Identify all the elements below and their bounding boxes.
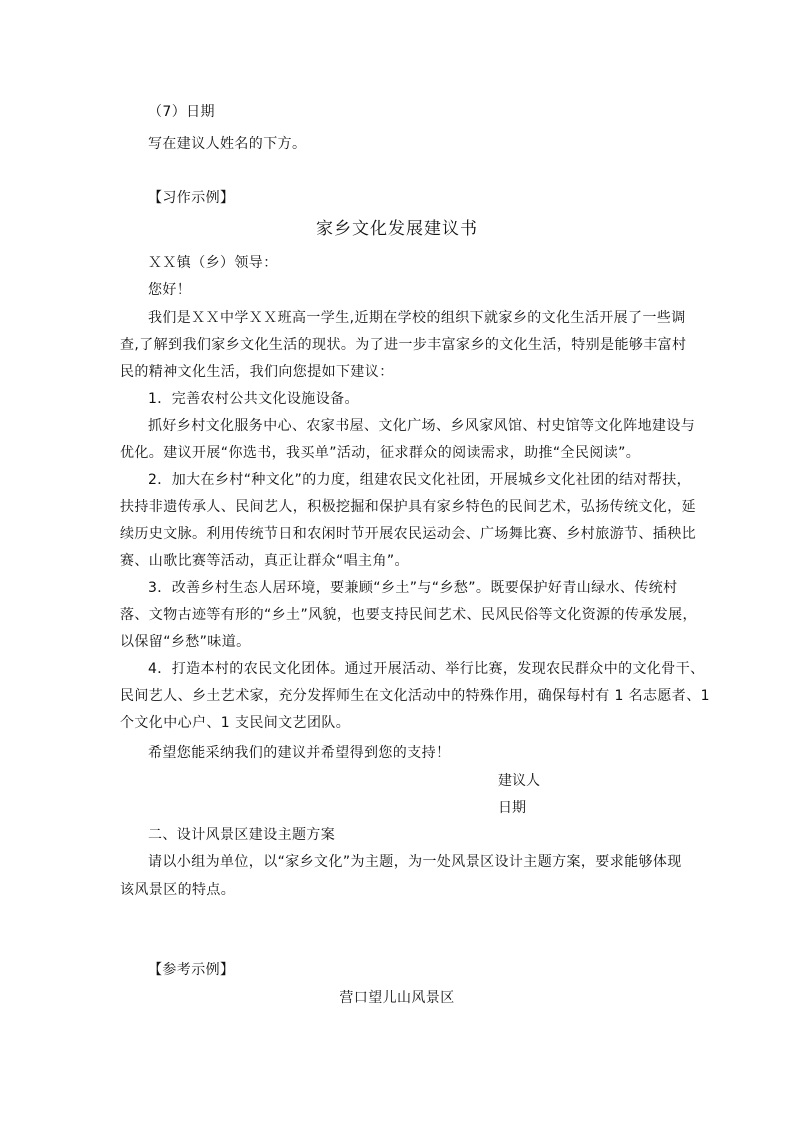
letter-closing: 希望您能采纳我们的建议并希望得到您的支持！ bbox=[148, 745, 451, 761]
reference-title: 营口望儿山风景区 bbox=[339, 990, 455, 1006]
point2-line: 赛、山歌比赛等活动，真正让群众“唱主角”。 bbox=[120, 553, 409, 569]
point4-line: 4．打造本村的农民文化团体。通过开展活动、举行比赛，发现农民群众中的文化骨干、 bbox=[148, 661, 705, 677]
date-section-heading: （7）日期 bbox=[148, 104, 215, 120]
point2-line: 2．加大在乡村“种文化”的力度，组建农民文化社团，开展城乡文化社团的结对帮扶， bbox=[148, 472, 692, 488]
section-two-body-line: 该风景区的特点。 bbox=[120, 882, 236, 898]
reference-label: 【参考示例】 bbox=[148, 962, 235, 978]
letter-intro-line: 我们是ＸＸ中学ＸＸ班高一学生,近期在学校的组织下就家乡的文化生活开展了一些调 bbox=[148, 310, 686, 326]
letter-greeting: 您好！ bbox=[148, 282, 192, 298]
point4-line: 个文化中心户、1 支民间文艺团队。 bbox=[120, 715, 351, 731]
point4-line: 民间艺人、乡土艺术家，充分发挥师生在文化活动中的特殊作用，确保每村有 1 名志愿者、1 bbox=[120, 688, 710, 704]
letter-intro-line: 民的精神文化生活，我们向您提如下建议： bbox=[120, 364, 394, 380]
point2-line: 续历史文脉。利用传统节日和农闲时节开展农民运动会、广场舞比赛、乡村旅游节、插秧比 bbox=[120, 526, 696, 542]
example-label: 【习作示例】 bbox=[148, 190, 235, 206]
letter-salutation: ＸＸ镇（乡）领导： bbox=[148, 255, 278, 271]
letter-intro-line: 查,了解到我们家乡文化生活的现状。为了进一步丰富家乡的文化生活，特别是能够丰富村 bbox=[120, 337, 687, 353]
point1-body-line: 抓好乡村文化服务中心、农家书屋、文化广场、乡风家风馆、村史馆等文化阵地建设与 bbox=[148, 418, 696, 434]
point1-body-line: 优化。建议开展“你选书，我买单”活动，征求群众的阅读需求，助推“全民阅读”。 bbox=[120, 445, 641, 461]
letter-signature: 建议人 bbox=[498, 773, 540, 789]
date-section-text: 写在建议人姓名的下方。 bbox=[148, 136, 307, 152]
letter-date: 日期 bbox=[498, 800, 526, 816]
point1-title: 1．完善农村公共文化设施设备。 bbox=[148, 391, 359, 407]
point3-line: 以保留“乡愁”味道。 bbox=[120, 634, 251, 650]
letter-title: 家乡文化发展建议书 bbox=[316, 219, 478, 239]
section-two-heading: 二、设计风景区建设主题方案 bbox=[148, 827, 336, 843]
section-two-body-line: 请以小组为单位，以“家乡文化”为主题，为一处风景区设计主题方案，要求能够体现 bbox=[148, 854, 682, 870]
point3-line: 落、文物古迹等有形的“乡土”风貌，也要支持民间艺术、民风民俗等文化资源的传承发展， bbox=[120, 607, 697, 623]
point3-line: 3．改善乡村生态人居环境，要兼顾“乡土”与“乡愁”。既要保护好青山绿水、传统村 bbox=[148, 580, 678, 596]
point2-line: 扶持非遗传承人、民间艺人，积极挖掘和保护具有家乡特色的民间艺术，弘扬传统文化，延 bbox=[120, 499, 696, 515]
